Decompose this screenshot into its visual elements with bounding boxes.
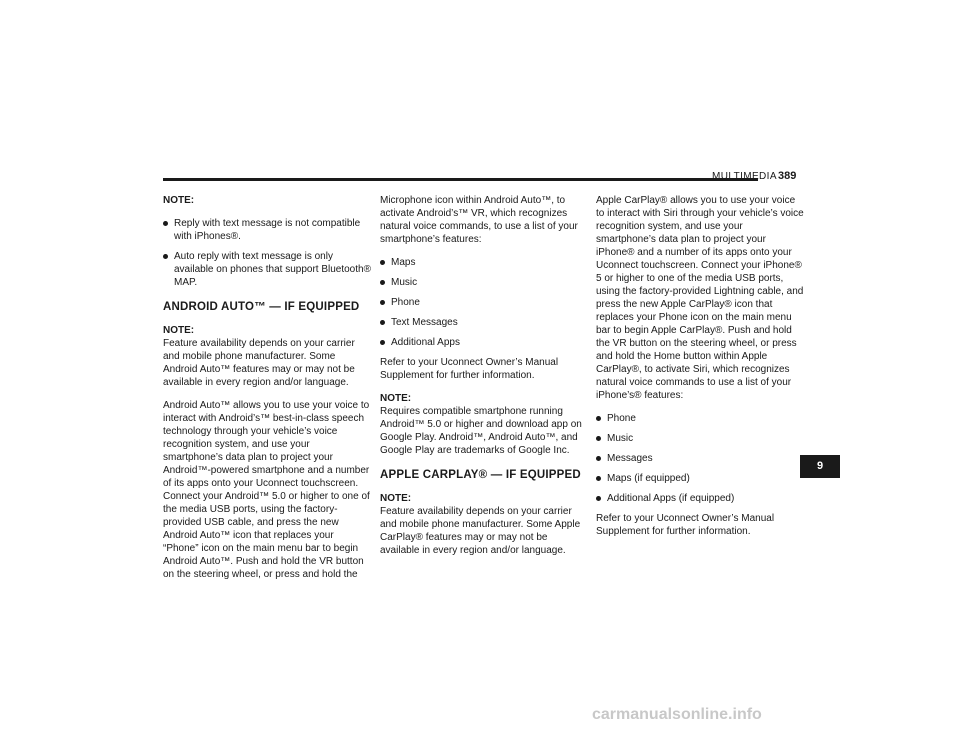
bullet-icon (163, 254, 168, 259)
page-number: 389 (778, 170, 797, 182)
note-block (380, 492, 588, 557)
note-text: Feature availability depends on your carrier and mobile phone manufacturer. Some Apple CarPlay® features may or may not be available in every region and/or language. (380, 506, 581, 556)
note-label: NOTE: (380, 493, 412, 504)
list-item: Maps (380, 256, 588, 269)
list-item: Additional Apps (if equipped) (596, 492, 804, 505)
bullet-icon (380, 260, 385, 265)
bullet-list (163, 217, 371, 289)
body-paragraph: Refer to your Uconnect Owner’s Manual Supplement for further information. (596, 513, 775, 537)
body-paragraph: Refer to your Uconnect Owner’s Manual Supplement for further information. (380, 357, 559, 381)
column-2 (380, 194, 588, 567)
bullet-icon (380, 280, 385, 285)
bullet-list (380, 256, 588, 349)
list-item: Maps (if equipped) (596, 472, 804, 485)
bullet-icon (596, 476, 601, 481)
note-label: NOTE: (163, 195, 195, 206)
body-paragraph: Apple CarPlay® allows you to use your voice to interact with Siri through your vehicle’s voice recognition system, and use your smartphone’s data plan to project your iPhone® and a number of its apps onto your Uconnect touchscreen. Connect your iPhone® 5 or higher to one of the media USB ports, using the factory-provided Lightning cable, and press the new Apple CarPlay® icon that replaces your Phone icon on the main menu bar to begin Apple CarPlay®. Push and hold the VR button on the steering wheel, or press and hold the Home button within Apple CarPlay®, to activate Siri, which recognizes natural voice commands to use a list of your iPhone’s® features: (596, 195, 804, 401)
section-title: MULTIMEDIA (712, 171, 777, 182)
note-label: NOTE: (163, 325, 195, 336)
body-paragraph: Android Auto™ allows you to use your voice to interact with Android’s™ best-in-class speech technology through your vehicle’s voice recognition system, and use your smartphone’s data plan to project your Android™-powered smartphone and a number of its apps onto your Uconnect touchscreen. Connect your Android™ 5.0 or higher to one of the media USB ports, using the factory-provided USB cable, and press the new Android Auto™ icon that replaces your “Phone” icon on the main menu bar to begin Android Auto™. Push and hold the VR button on the steering wheel, or press and hold the (163, 400, 370, 580)
bullet-icon (380, 300, 385, 305)
note-text: Requires compatible smartphone running Android™ 5.0 or higher and download app on Google Play. Android™, Android Auto™, and Google Play are trademarks of Google Inc. (380, 406, 582, 456)
bullet-list (596, 412, 804, 505)
note-block (163, 324, 371, 389)
section-heading-android-auto: ANDROID AUTO™ — IF EQUIPPED (163, 301, 360, 313)
bullet-icon (163, 221, 168, 226)
column-1 (163, 194, 371, 591)
note-block (163, 194, 371, 289)
list-item: Text Messages (380, 316, 588, 329)
header-rule (163, 178, 758, 181)
list-item: Phone (380, 296, 588, 309)
list-item: Music (380, 276, 588, 289)
watermark: carmanualsonline.info (592, 706, 762, 723)
list-item: Music (596, 432, 804, 445)
note-label: NOTE: (380, 393, 412, 404)
bullet-icon (380, 320, 385, 325)
list-item: Auto reply with text message is only available on phones that support Bluetooth® MAP. (163, 250, 371, 289)
bullet-icon (596, 416, 601, 421)
body-paragraph: Microphone icon within Android Auto™, to activate Android’s™ VR, which recognizes natural voice commands, to use a list of your smartphone’s features: (380, 195, 578, 245)
list-item: Additional Apps (380, 336, 588, 349)
list-item: Reply with text message is not compatible with iPhones®. (163, 217, 371, 243)
note-text: Feature availability depends on your carrier and mobile phone manufacturer. Some Android Auto™ features may or may not be available in every region and/or language. (163, 338, 355, 388)
bullet-icon (380, 340, 385, 345)
list-item: Phone (596, 412, 804, 425)
chapter-tab: 9 (800, 455, 840, 478)
note-block (380, 392, 588, 457)
bullet-icon (596, 436, 601, 441)
bullet-icon (596, 496, 601, 501)
bullet-icon (596, 456, 601, 461)
section-heading-apple-carplay: APPLE CARPLAY® — IF EQUIPPED (380, 469, 581, 481)
column-3 (596, 194, 804, 548)
list-item: Messages (596, 452, 804, 465)
